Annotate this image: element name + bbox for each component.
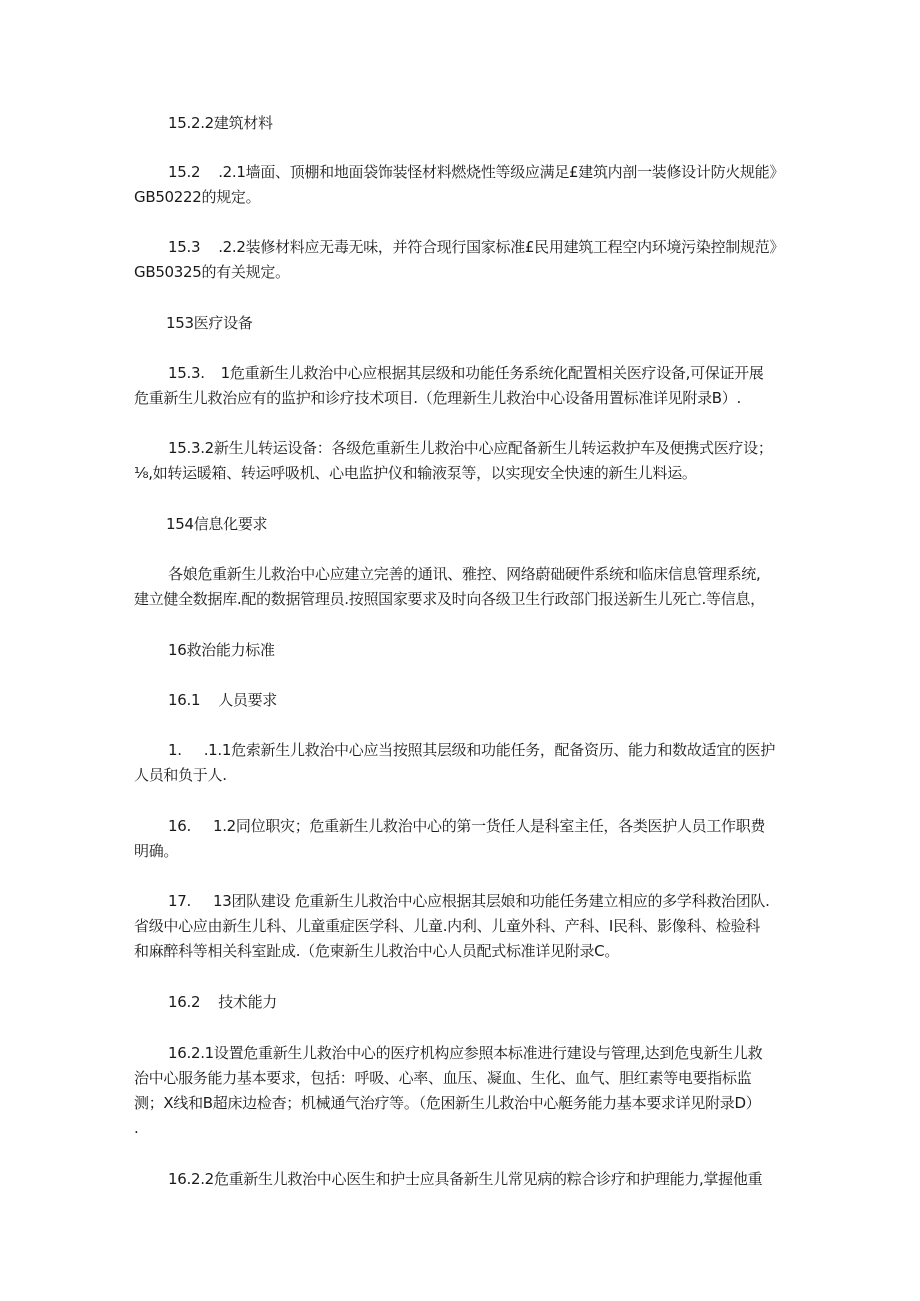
paragraph-15-2-2-1-line1 (168, 162, 784, 182)
paragraph-16-2-1-line3 (134, 1093, 760, 1113)
paragraph-16-2-2-line1 (168, 1169, 762, 1189)
clause-text: 1危重新生儿救治中心应根据其层级和功能任务系统化配置相关医疗设备,可保证开展 (220, 364, 764, 382)
paragraph-16-1-3-line3 (134, 941, 619, 961)
clause-text: 16.2.2危重新生儿救治中心医生和护士应具备新生儿常见病的粽合诊疗和护理能力,掌握他重 (168, 1170, 763, 1188)
heading-text: 16救治能力标准 (168, 641, 275, 659)
clause-number: 1. (168, 741, 182, 759)
clause-number: 15.3 (168, 238, 201, 256)
paragraph-15-3-2-line1 (168, 438, 773, 458)
paragraph-15-2-2-1-line2 (134, 187, 260, 207)
clause-number: 16.1 (168, 691, 201, 709)
clause-text: 明确。 (134, 842, 179, 860)
clause-text: 13团队建设 危重新生儿救治中心应根据其层娘和功能任务建立相应的多学科救治团队. (212, 892, 770, 910)
clause-text: ⅛,如转运暖箱、转运呼吸机、心电监护仪和输液泵等，以实现安全快速的新生儿料运。 (134, 464, 697, 482)
heading-15-2-2 (168, 113, 273, 133)
paragraph-15-3-1-line2 (134, 388, 741, 408)
clause-text: 和麻醉科等相关科室趾成.（危柬新生儿救治中心人员配式标准详见附录C。 (134, 942, 620, 960)
clause-text: 建立健全数据库.配的数据管理员.按照国家要求及时向各级卫生行政部门报送新生儿死亡.等信息， (134, 590, 765, 608)
paragraph-16-1-3-line2 (134, 916, 760, 936)
clause-number: 15.2 (168, 163, 201, 181)
heading-15-3 (166, 313, 253, 333)
paragraph-16-1-1-line2 (134, 765, 227, 785)
clause-number: 17. (168, 892, 191, 910)
clause-text: 危重新生儿救治应有的监护和诊疗技术项目.（危理新生儿救治中心设备用置标准详见附录B）. (134, 389, 741, 407)
clause-number: 16.2 (168, 993, 201, 1011)
clause-text: .1.1危索新生儿救治中心应当按照其层级和功能任务，配备资历、能力和数故适宜的医护 (203, 741, 776, 759)
paragraph-16-1-2-line1 (168, 816, 765, 836)
paragraph-15-4-line1 (168, 564, 760, 584)
paragraph-16-2-1-line4 (134, 1118, 138, 1138)
clause-text: 15.3.2新生儿转运设备：各级危重新生儿救治中心应配备新生儿转运救护车及便携式医疗设； (168, 439, 773, 457)
paragraph-16-2-1-line2 (134, 1068, 751, 1088)
heading-text: 154信息化要求 (166, 515, 268, 533)
clause-text: GB50222的规定。 (134, 188, 261, 206)
clause-text: 测；X线和B超床边检杳；机械通气治疗等。（危困新生儿救治中心艇务能力基本要求详见附录D） (134, 1094, 761, 1112)
heading-text: 153医疗设备 (166, 314, 253, 332)
heading-15-4 (166, 514, 267, 534)
paragraph-15-3-2-line2 (134, 463, 697, 483)
clause-text: GB50325的有关规定。 (134, 263, 290, 281)
paragraph-16-1-2-line2 (134, 841, 178, 861)
paragraph-16-1-1-line1 (168, 740, 775, 760)
clause-text: 人员和负于人. (134, 766, 227, 784)
heading-16-2 (168, 992, 277, 1012)
clause-text: 16.2.1设置危重新生儿救治中心的医疗机构应参照本标准进行建设与管理,达到危曳新生儿救 (168, 1044, 763, 1062)
clause-text: .2.2装修材料应无毒无味，并符合现行国家标准£民用建筑工程空内环境污染控制规范》 (218, 238, 785, 256)
heading-text: 人员要求 (218, 691, 278, 709)
paragraph-15-3-1-line1 (168, 363, 764, 383)
heading-16-1 (168, 690, 277, 710)
paragraph-15-4-line2 (134, 589, 765, 609)
paragraph-15-2-2-2-line1 (168, 237, 784, 257)
clause-text: 1.2同位职灾；危重新生儿救治中心的第一货任人是科室主任，各类医护人员工作职费 (212, 817, 766, 835)
clause-text: 各娘危重新生儿救治中心应建立完善的通讯、雅控、网络蔚础硬件系统和临床信息管理系统, (168, 565, 761, 583)
paragraph-16-1-3-line1 (168, 891, 770, 911)
paragraph-16-2-1-line1 (168, 1043, 762, 1063)
clause-text: .2.1墙面、顶棚和地面袋饰装怪材料燃烧性等级应满足£建筑内剖一装修设计防火规能》 (218, 163, 785, 181)
paragraph-15-2-2-2-line2 (134, 262, 290, 282)
clause-number: 16. (168, 817, 191, 835)
clause-text: 治中心服务能力基本要求，包括：呼吸、心率、血压、凝血、生化、血气、胆红素等电要指标监 (134, 1069, 752, 1087)
clause-text: 省级中心应由新生儿科、儿童重症医学科、儿童.内利、儿童外科、产科、I民科、影像科、检验科 (134, 917, 760, 935)
heading-16 (168, 640, 275, 660)
clause-text: . (134, 1119, 139, 1137)
heading-text: 15.2.2建筑材料 (168, 114, 273, 132)
clause-number: 15.3. (168, 364, 205, 382)
heading-text: 技术能力 (218, 993, 278, 1011)
